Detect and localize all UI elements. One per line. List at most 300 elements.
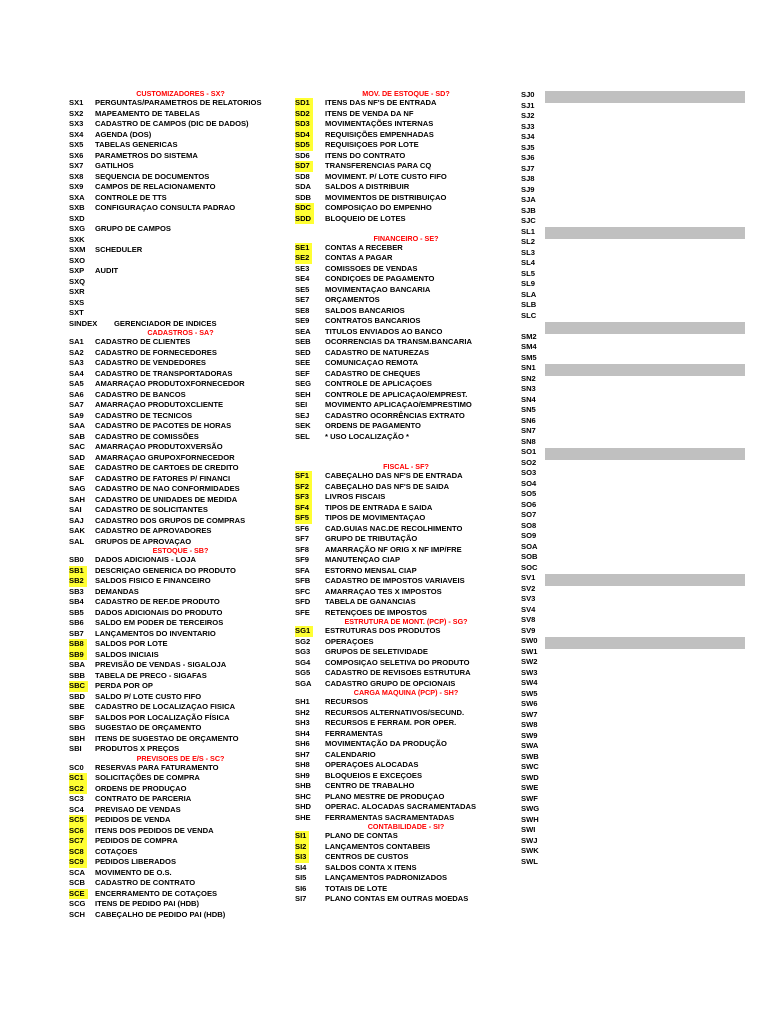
table-code-row: SJ0: [521, 90, 535, 99]
table-row: [68, 235, 293, 246]
table-description: CADASTRO DE FATORES P/ FINANCI: [95, 473, 231, 483]
table-code: SEJ: [295, 410, 310, 420]
table-code: SDC: [295, 203, 314, 214]
table-code-row: SN6: [521, 415, 536, 425]
table-description: ITENS DOS PEDIDOS DE VENDA: [95, 825, 214, 835]
table-description: MOVIMENTAÇÕES INTERNAS: [325, 119, 434, 128]
table-row: [68, 587, 293, 598]
table-code: SAB: [69, 431, 86, 441]
table-code-row: SO5: [521, 489, 537, 498]
table-description: SUGESTAO DE ORÇAMENTO: [95, 723, 202, 732]
table-description: AMARRAÇAO TES X IMPOSTOS: [325, 586, 442, 596]
table-code-row: SJ8: [521, 174, 535, 183]
table-row: [68, 555, 293, 566]
table-row: [68, 692, 293, 703]
table-code: SDD: [295, 214, 314, 225]
table-row: [294, 274, 518, 285]
table-code: SE8: [295, 305, 310, 315]
table-code: SA3: [69, 358, 84, 367]
table-code: SXK: [69, 234, 85, 244]
table-description: SALDOS A DISTRIBUIR: [325, 182, 410, 191]
table-description: COMPOSIÇAO DO EMPENHO: [325, 203, 432, 212]
table-code-row: SO6: [521, 499, 537, 509]
table-code: SAI: [69, 505, 82, 514]
table-description: AMARRAÇÃO NF ORIG X NF IMP/FRE: [325, 544, 462, 554]
table-description: RECURSOS ALTERNATIVOS/SECUND.: [325, 707, 465, 717]
table-code: SG4: [295, 657, 311, 667]
table-description: CADASTRO DE IMPOSTOS VARIAVEIS: [325, 576, 465, 585]
table-description: CADASTRO DE UNIDADES DE MEDIDA: [95, 494, 238, 504]
table-description: FERRAMENTAS SACRAMENTADAS: [325, 812, 455, 822]
table-description: PEDIDOS DE COMPRA: [95, 836, 178, 845]
table-description: CABEÇALHO DAS NF'S DE SAIDA: [325, 481, 450, 491]
table-description: CADASTRO DOS GRUPOS DE COMPRAS: [95, 515, 246, 525]
table-row: [294, 545, 518, 556]
table-code: SXR: [69, 287, 85, 296]
table-row: [294, 471, 518, 482]
table-code: SF4: [295, 503, 312, 514]
table-row: [294, 172, 518, 183]
table-description: PLANO CONTAS EM OUTRAS MOEDAS: [325, 894, 469, 903]
table-row: [68, 224, 293, 235]
table-code-row: SM4: [521, 342, 537, 351]
table-code: SXM: [69, 245, 86, 254]
table-description: CENTROS DE CUSTOS: [325, 852, 409, 861]
table-code: SB4: [69, 597, 84, 606]
table-description: LANÇAMENTOS CONTABEIS: [325, 841, 431, 851]
section-header: ESTRUTURA DE MONT. (PCP) - SG?: [344, 618, 468, 626]
table-description: ENCERRAMENTO DE COTAÇOES: [95, 888, 218, 898]
table-description: MOVIMENT. P/ LOTE CUSTO FIFO: [325, 171, 447, 181]
table-row: [68, 505, 293, 516]
table-code: SB8: [69, 639, 87, 650]
table-code-row: SW8: [521, 720, 538, 729]
table-row: [68, 390, 293, 401]
table-code-row: SN8: [521, 436, 536, 446]
table-description: AMARRAÇAO PRODUTOXFORNECEDOR: [95, 379, 245, 388]
table-code: SB1: [69, 566, 87, 577]
table-row: [68, 442, 293, 453]
table-code: SD5: [295, 140, 313, 151]
table-code: SD6: [295, 150, 310, 160]
table-row: [68, 805, 293, 816]
table-description: ESTORNO MENSAL CIAP: [325, 565, 417, 575]
table-row: [68, 744, 293, 755]
table-description: ITENS DE PEDIDO PAI (HDB): [95, 899, 200, 908]
table-description: CAD.GUIAS NAC.DE RECOLHIMENTO: [325, 523, 463, 533]
section-header: CUSTOMIZADORES - SX?: [136, 90, 225, 98]
table-description: GRUPO DE CAMPOS: [95, 224, 171, 233]
table-description: ITENS DE VENDA DA NF: [325, 108, 414, 118]
table-description: GERENCIADOR DE INDICES: [114, 318, 217, 328]
table-code-row: SV9: [521, 625, 536, 635]
table-description: ORDENS DE PRODUÇAO: [95, 783, 187, 793]
table-row: [294, 873, 518, 884]
table-code-row: SJB: [521, 205, 536, 215]
table-code: SA9: [69, 410, 84, 420]
table-code-row: SO9: [521, 531, 537, 540]
table-description: SALDO EM PODER DE TERCEIROS: [95, 618, 224, 627]
table-row: [294, 894, 518, 905]
table-row: [68, 526, 293, 537]
table-code-row: SW0: [521, 636, 538, 645]
table-description: CABEÇALHO DE PEDIDO PAI (HDB): [95, 909, 226, 919]
table-description: MANUTENÇAO CIAP: [325, 555, 401, 564]
table-row: [68, 899, 293, 910]
table-description: SALDO P/ LOTE CUSTO FIFO: [95, 691, 202, 701]
table-row: [68, 463, 293, 474]
gray-bar: [545, 574, 745, 586]
table-row: [68, 203, 293, 214]
table-code: SBF: [69, 712, 85, 722]
table-row: [294, 161, 518, 172]
table-description: OPERAC. ALOCADAS SACRAMENTADAS: [325, 802, 477, 811]
table-row: [68, 660, 293, 671]
section-header: FINANCEIRO - SE?: [373, 234, 439, 243]
table-code: SI7: [295, 894, 307, 903]
table-row: [68, 319, 293, 330]
table-code: SFA: [295, 565, 310, 575]
table-code: SI5: [295, 873, 307, 882]
table-code-row: SJ6: [521, 153, 535, 162]
blank-row: [294, 442, 518, 453]
table-code: SC5: [69, 815, 87, 826]
table-description: ITENS DE SUGESTAO DE ORÇAMENTO: [95, 733, 239, 743]
table-code-row: SN7: [521, 426, 536, 435]
table-code: SB5: [69, 607, 84, 617]
table-code-row: SWD: [521, 772, 539, 782]
table-code-row: SN2: [521, 373, 536, 383]
table-row: [68, 784, 293, 795]
table-code-row: SO2: [521, 457, 537, 467]
table-code: SAD: [69, 452, 86, 462]
table-description: SALDOS POR LOTE: [95, 639, 168, 648]
table-row: [68, 256, 293, 267]
table-code: SH3: [295, 718, 310, 727]
table-code: SED: [295, 347, 311, 357]
table-code-row: SJA: [521, 195, 536, 204]
table-code: SBG: [69, 723, 86, 732]
table-row: [294, 718, 518, 729]
table-code: SB6: [69, 618, 84, 627]
table-description: CONTRATO DE PARCERIA: [95, 794, 192, 803]
table-description: CADASTRO DE TRANSPORTADORAS: [95, 368, 233, 378]
table-description: FERRAMENTAS: [325, 728, 383, 738]
table-description: AGENDA (DOS): [95, 129, 152, 139]
table-row: [68, 432, 293, 443]
table-code: SF5: [295, 513, 312, 524]
table-code-row: SJ7: [521, 163, 535, 173]
table-code: SGA: [295, 678, 312, 688]
table-row: [68, 421, 293, 432]
table-row: [294, 130, 518, 141]
table-description: CENTRO DE TRABALHO: [325, 781, 415, 790]
table-row: [294, 151, 518, 162]
table-row: [294, 253, 518, 264]
table-code-row: SN5: [521, 405, 536, 414]
table-code: SEF: [295, 368, 310, 378]
table-row: [294, 842, 518, 853]
table-description: CADASTRO DE APROVADORES: [95, 526, 212, 535]
table-row: [68, 172, 293, 183]
table-row: [294, 327, 518, 338]
table-code-row: SWJ: [521, 835, 538, 845]
table-description: CADASTRO DE COMISSÕES: [95, 431, 199, 441]
table-description: CONTROLE DE TTS: [95, 192, 167, 202]
table-code: SF3: [295, 492, 312, 503]
table-code: SAA: [69, 421, 86, 430]
gray-bar: [545, 364, 745, 376]
table-code-row: SJ5: [521, 142, 535, 152]
table-code-row: SV8: [521, 615, 536, 624]
table-code: SI3: [295, 852, 309, 863]
table-code: SE2: [295, 253, 312, 264]
table-code-row: SL5: [521, 268, 535, 278]
table-code: SXB: [69, 203, 85, 212]
table-code: SE7: [295, 295, 310, 304]
table-code: SBA: [69, 660, 86, 669]
table-code: SX6: [69, 150, 84, 160]
table-code: SH6: [295, 739, 310, 748]
table-code: SC0: [69, 762, 84, 772]
table-code: SBH: [69, 733, 86, 743]
table-code-row: SWF: [521, 793, 538, 803]
table-code: SDA: [295, 182, 312, 191]
table-code-row: SOB: [521, 552, 538, 561]
table-description: PERGUNTAS/PARAMETROS DE RELATORIOS: [95, 98, 262, 107]
table-description: ESTRUTURAS DOS PRODUTOS: [325, 626, 441, 635]
table-code: SC8: [69, 847, 87, 858]
section-header: CARGA MAQUINA (PCP) - SH?: [353, 689, 459, 697]
table-description: TOTAIS DE LOTE: [325, 883, 388, 893]
table-code: SX2: [69, 108, 84, 118]
table-row: [68, 308, 293, 319]
table-row: [68, 140, 293, 151]
table-code: SAE: [69, 463, 85, 472]
table-row: [68, 763, 293, 774]
table-row: [68, 681, 293, 692]
table-row: [294, 243, 518, 254]
table-row: [294, 534, 518, 545]
table-code: SXD: [69, 213, 85, 223]
table-row: [294, 432, 518, 443]
table-code-row: SWI: [521, 825, 536, 834]
table-row: [294, 306, 518, 317]
table-code: SE9: [295, 316, 310, 325]
table-code: SC3: [69, 794, 84, 803]
table-description: CADASTRO DE CHEQUES: [325, 368, 421, 378]
table-row: [294, 513, 518, 524]
gray-bar: [545, 448, 745, 460]
table-row: [68, 369, 293, 380]
table-description: CONTAS A RECEBER: [325, 242, 403, 252]
table-code-row: SW2: [521, 657, 538, 666]
table-description: CONTROLE DE APLICAÇAO/EMPREST.: [325, 389, 468, 399]
table-row: [294, 679, 518, 690]
table-code: SD4: [295, 130, 313, 141]
table-row: [68, 723, 293, 734]
table-row: [294, 98, 518, 109]
table-description: RETENÇOES DE IMPOSTOS: [325, 607, 427, 617]
table-row: [68, 161, 293, 172]
table-description: CADASTRO DE SOLICITANTES: [95, 505, 208, 514]
table-description: OCORRENCIAS DA TRANSM.BANCARIA: [325, 337, 472, 346]
table-description: CADASTRO DE CAMPOS (DIC DE DADOS): [95, 119, 249, 128]
table-row: [294, 482, 518, 493]
table-code: SI4: [295, 862, 307, 872]
table-code-row: SWB: [521, 751, 539, 761]
section-header: CADASTROS - SA?: [147, 329, 214, 337]
table-description: CADASTRO DE TECNICOS: [95, 410, 193, 420]
table-description: CONDIÇOES DE PAGAMENTO: [325, 274, 435, 283]
table-row: [68, 910, 293, 921]
section-header: FISCAL - SF?: [383, 463, 429, 471]
section-header: CONTABILIDADE - SI?: [367, 823, 445, 831]
table-description: MOVIMENTAÇÃO DA PRODUÇÃO: [325, 739, 447, 748]
table-description: COMUNICAÇAO REMOTA: [325, 358, 419, 367]
table-row: [294, 668, 518, 679]
table-code: SH2: [295, 707, 310, 717]
table-row: [68, 474, 293, 485]
table-code: SDB: [295, 192, 312, 202]
table-row: [294, 566, 518, 577]
table-description: SALDOS INICIAIS: [95, 649, 159, 659]
table-description: TABELAS GENERICAS: [95, 140, 178, 149]
table-row: [68, 537, 293, 548]
table-code-row: SW1: [521, 646, 538, 656]
table-row: [294, 555, 518, 566]
table-row: [68, 734, 293, 745]
table-description: LANÇAMENTOS PADRONIZADOS: [325, 873, 448, 882]
table-code: SE4: [295, 274, 310, 283]
table-code: SEL: [295, 431, 310, 441]
table-row: [294, 587, 518, 598]
table-code-row: SW6: [521, 699, 538, 708]
table-row: [68, 484, 293, 495]
table-code: SHB: [295, 781, 312, 790]
table-code-row: SL9: [521, 279, 535, 288]
table-code: SFD: [295, 597, 311, 606]
table-description: SALDOS BANCARIOS: [325, 305, 405, 315]
table-code-row: SW4: [521, 678, 538, 687]
table-row: [68, 214, 293, 225]
table-description: OPERAÇOES: [325, 636, 374, 646]
table-row: [294, 400, 518, 411]
table-row: [68, 773, 293, 784]
table-row: [294, 337, 518, 348]
table-code-row: SW3: [521, 667, 538, 677]
table-code: SI1: [295, 831, 309, 842]
table-description: TITULOS ENVIADOS AO BANCO: [325, 326, 443, 336]
table-row: [294, 214, 518, 225]
table-row: [68, 151, 293, 162]
table-row: [294, 390, 518, 401]
table-description: CONTRATOS BANCARIOS: [325, 316, 421, 325]
table-description: SALDOS FISICO E FINANCEIRO: [95, 576, 211, 585]
table-description: PLANO DE CONTAS: [325, 831, 398, 840]
section-header: ESTOQUE - SB?: [152, 547, 209, 555]
table-row: [294, 492, 518, 503]
table-code: SAJ: [69, 515, 84, 525]
table-row: [294, 802, 518, 813]
table-code-row: SWH: [521, 814, 539, 824]
table-code-row: SO7: [521, 510, 537, 519]
table-description: CADASTRO DE FORNECEDORES: [95, 347, 217, 357]
table-description: CABEÇALHO DAS NF'S DE ENTRADA: [325, 471, 463, 480]
table-code: SEK: [295, 421, 311, 430]
table-description: CADASTRO DE PACOTES DE HORAS: [95, 421, 232, 430]
table-code: SD2: [295, 109, 313, 120]
table-row: [68, 889, 293, 900]
table-row: [294, 760, 518, 771]
table-code: SXT: [69, 308, 84, 317]
table-code: SC4: [69, 804, 84, 814]
table-code: SE1: [295, 243, 312, 254]
table-row: [294, 608, 518, 619]
table-row: [294, 421, 518, 432]
table-row: [294, 813, 518, 824]
table-code: SF2: [295, 482, 312, 493]
table-row: [294, 140, 518, 151]
table-row: [68, 379, 293, 390]
table-description: MOVIMENTAÇAO BANCARIA: [325, 284, 431, 294]
table-row: [294, 285, 518, 296]
table-code: SFC: [295, 586, 311, 596]
left-column: [68, 90, 293, 920]
table-row: [68, 566, 293, 577]
table-description: * USO LOCALIZAÇÃO *: [325, 431, 409, 441]
table-code: SCB: [69, 878, 86, 887]
table-code: SX8: [69, 171, 84, 181]
table-code: SINDEX: [69, 318, 98, 328]
table-description: PLANO MESTRE DE PRODUÇAO: [325, 791, 445, 801]
table-code-row: SV4: [521, 604, 536, 614]
table-code: SBI: [69, 744, 82, 753]
table-code: SCA: [69, 867, 86, 877]
table-code-row: SOA: [521, 541, 538, 551]
table-row: [68, 794, 293, 805]
table-code-row: SO1: [521, 447, 537, 456]
table-code-row: SJ4: [521, 132, 535, 141]
table-code: SFE: [295, 607, 310, 617]
table-code: SB3: [69, 586, 84, 596]
table-row: [294, 852, 518, 863]
table-description: CADASTRO DE BANCOS: [95, 389, 186, 399]
table-row: [294, 503, 518, 514]
table-code: SX5: [69, 140, 84, 149]
table-code: SD1: [295, 98, 313, 109]
table-code: SAK: [69, 526, 86, 535]
table-row: [294, 597, 518, 608]
table-code: SG3: [295, 647, 311, 656]
table-description: GRUPOS DE SELETIVIDADE: [325, 647, 428, 656]
table-row: [294, 348, 518, 359]
table-description: ORÇAMENTOS: [325, 295, 380, 304]
table-code: SC9: [69, 857, 87, 868]
table-description: ORDENS DE PAGAMENTO: [325, 421, 421, 430]
gray-bar: [545, 227, 745, 239]
table-code-row: SO3: [521, 468, 537, 477]
table-code-row: SN3: [521, 384, 536, 393]
table-description: SALDOS CONTA X ITENS: [325, 862, 417, 872]
table-row: [294, 109, 518, 120]
table-code-row: SLB: [521, 300, 537, 309]
table-description: AMARRAÇAO GRUPOXFORNECEDOR: [95, 452, 235, 462]
table-description: ITENS DAS NF'S DE ENTRADA: [325, 98, 437, 107]
gray-bar: [545, 91, 745, 103]
table-code-row: SWG: [521, 804, 540, 813]
table-row: [68, 495, 293, 506]
